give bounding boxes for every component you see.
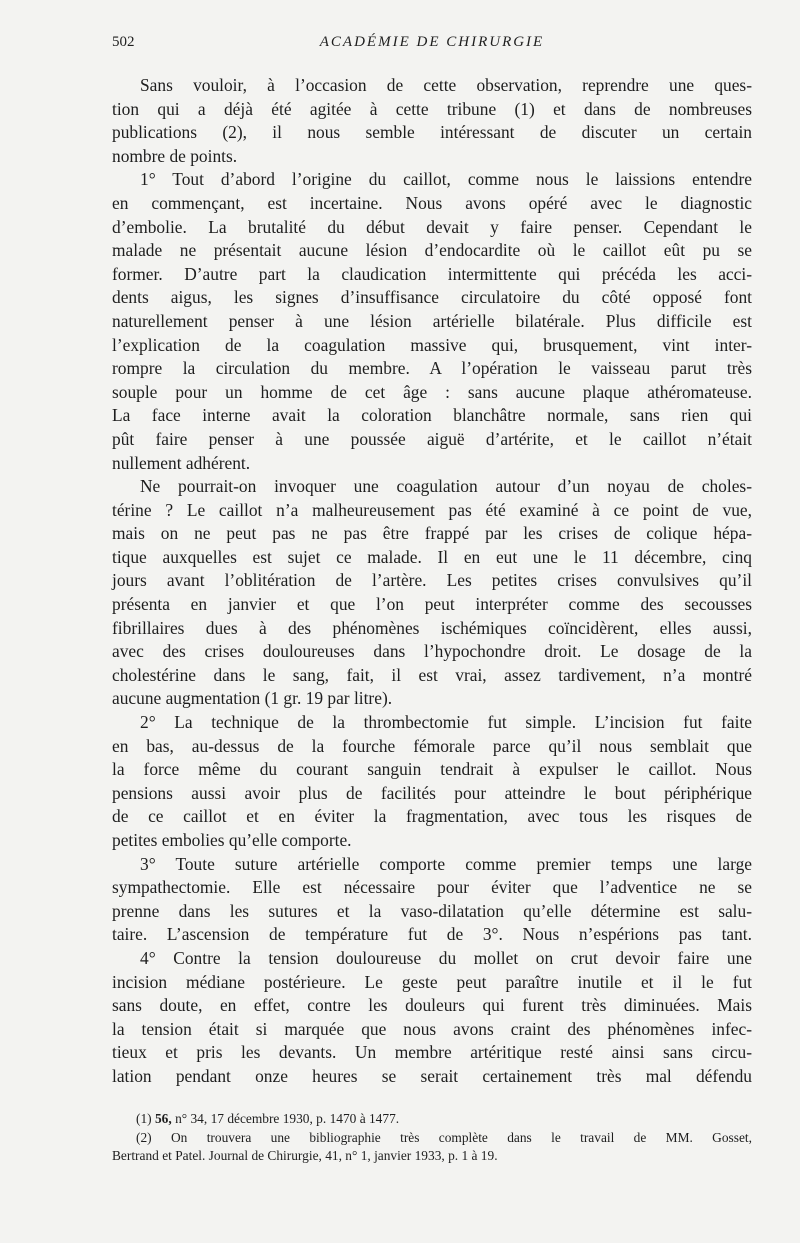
text-line: nombre de points. xyxy=(112,145,238,166)
text-line: incision médiane postérieure. Le geste peut paraître inutile et il le fut xyxy=(112,971,752,992)
text-line: souple pour un homme de cet âge : sans aucune plaque athéromateuse. xyxy=(112,381,752,402)
text-line: taire. L’ascension de température fut de 3°. Nous n’espérions pas tant. xyxy=(112,924,752,945)
footnote xyxy=(112,1129,752,1148)
text-line: jours avant l’oblitération de l’artère. Les petites crises convulsives qu’il xyxy=(112,570,752,591)
text-line: avec des crises douloureuses dans l’hypochondre droit. Le dosage de la xyxy=(112,641,752,662)
page-number: 502 xyxy=(112,34,135,50)
text-line: la force même du courant sanguin tendrait à expulser le caillot. Nous xyxy=(112,759,752,780)
text-line: dents aigus, les signes d’insuffisance circulatoire du côté opposé font xyxy=(112,287,752,308)
text-line: sans doute, en effet, contre les douleurs qui furent très diminuées. Mais xyxy=(112,995,752,1016)
footnotes xyxy=(112,1110,752,1166)
footnote-text: n° 34, 17 décembre 1930, p. 1470 à 1477. xyxy=(175,1111,400,1126)
text-line: prenne dans les sutures et la vaso-dilatation qu’elle détermine est salu- xyxy=(112,900,752,921)
text-line: cholestérine dans le sang, fait, il est vrai, assez tardivement, n’a montré xyxy=(112,664,752,685)
text-line: mais on ne peut pas ne pas être frappé par les crises de colique hépa- xyxy=(112,523,752,544)
footnote-number: (1) xyxy=(136,1111,152,1126)
text-line: tion qui a déjà été agitée à cette tribune (1) et dans de nombreuses xyxy=(112,98,752,119)
text-line: pensions aussi avoir plus de facilités pour atteindre le bout périphérique xyxy=(112,782,752,803)
text-line: aucune augmentation (1 gr. 19 par litre). xyxy=(112,688,393,709)
text-line: naturellement penser à une lésion artérielle bilatérale. Plus difficile est xyxy=(112,310,752,331)
text-line: malade ne présentait aucune lésion d’endocardite où le caillot eût pu se xyxy=(112,240,752,261)
footnote-text: Bertrand et Patel. Journal de Chirurgie, 41, n° 1, janvier 1933, p. 1 à 19. xyxy=(112,1148,498,1163)
text-line: lation pendant onze heures se serait certainement très mal défendu xyxy=(112,1065,752,1086)
text-line: Sans vouloir, à l’occasion de cette observation, reprendre une ques- xyxy=(140,75,752,95)
body-text xyxy=(112,74,752,1089)
text-line: sympathectomie. Elle est nécessaire pour éviter que l’adventice ne se xyxy=(112,877,752,898)
text-line: 4° Contre la tension douloureuse du mollet on crut devoir faire une xyxy=(140,947,752,968)
text-line: rompre la circulation du membre. A l’opération le vaisseau parut très xyxy=(112,358,752,379)
footnote xyxy=(112,1110,752,1129)
text-line: La face interne avait la coloration blanchâtre normale, sans rien qui xyxy=(112,405,752,426)
text-line: Ne pourrait-on invoquer une coagulation autour d’un noyau de choles- xyxy=(140,476,752,497)
footnote-text: On trouvera une bibliographie très complète dans le travail de MM. Gosset, xyxy=(170,1129,752,1145)
text-line: nullement adhérent. xyxy=(112,452,251,473)
text-line: 3° Toute suture artérielle comporte comme premier temps une large xyxy=(140,853,752,874)
text-line: de ce caillot et en éviter la fragmentation, avec tous les risques de xyxy=(112,806,752,827)
text-line: tique auxquelles est sujet ce malade. Il en eut une le 11 décembre, cinq xyxy=(112,546,752,567)
text-line: présenta en janvier et que l’on peut interpréter comme des secousses xyxy=(112,594,752,615)
text-line: en bas, au-dessus de la fourche fémorale parce qu’il nous semblait que xyxy=(112,735,752,756)
text-line: en commençant, est incertaine. Nous avons opéré avec le diagnostic xyxy=(112,192,752,213)
text-line: d’embolie. La brutalité du début devait y faire penser. Cependant le xyxy=(112,216,752,237)
text-line: publications (2), il nous semble intéressant de discuter un certain xyxy=(112,122,752,143)
text-line: petites embolies qu’elle comporte. xyxy=(112,830,352,850)
text-line: la tension était si marquée que nous avons craint des phénomènes infec- xyxy=(112,1018,752,1039)
text-line: 2° La technique de la thrombectomie fut simple. L’incision fut faite xyxy=(140,712,752,733)
text-line: l’explication de la coagulation massive qui, brusquement, vint inter- xyxy=(112,334,752,355)
footnote-volume: 56, xyxy=(154,1111,172,1126)
text-line: tieux et pris les devants. Un membre artéritique resté ainsi sans circu- xyxy=(112,1042,752,1063)
text-line: térine ? Le caillot n’a malheureusement pas été examiné à ce point de vue, xyxy=(112,499,752,520)
text-line: pût faire penser à une poussée aiguë d’artérite, et le caillot n’était xyxy=(112,428,752,449)
footnote xyxy=(112,1147,752,1166)
text-line: former. D’autre part la claudication intermittente qui précéda les acci- xyxy=(112,263,752,284)
page-header xyxy=(112,34,752,54)
text-line: 1° Tout d’abord l’origine du caillot, comme nous le laissions entendre xyxy=(140,169,752,190)
text-line: fibrillaires dues à des phénomènes ischémiques coïncidèrent, elles aussi, xyxy=(112,617,752,638)
running-title: ACADÉMIE DE CHIRURGIE xyxy=(319,34,545,50)
footnote-number: (2) xyxy=(136,1129,152,1145)
